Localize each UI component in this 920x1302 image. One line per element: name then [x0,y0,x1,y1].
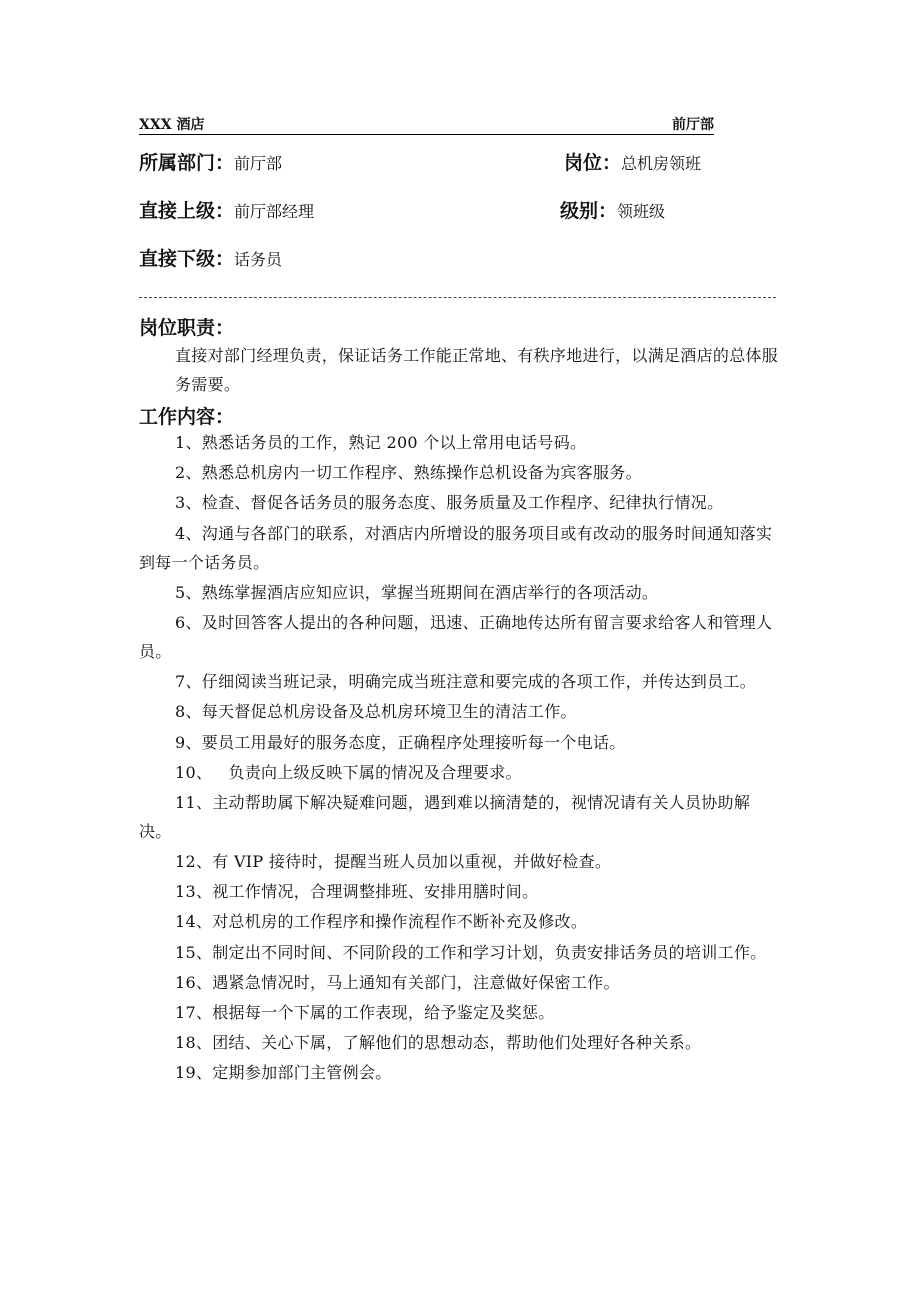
superior-value: 前厅部经理 [234,202,315,221]
responsibility-heading: 岗位职责： [139,317,235,339]
hotel-name: XXX 酒店 [139,117,205,133]
list-item: 6、及时回答客人提出的各种问题，迅速、正确地传达所有留言要求给客人和管理人员。 [139,612,773,661]
work-heading: 工作内容： [139,406,235,428]
list-item: 8、每天督促总机房设备及总机房环境卫生的清洁工作。 [175,702,577,722]
meta-row-department [139,148,779,176]
list-item: 17、根据每一个下属的工作表现，给予鉴定及奖惩。 [175,1003,555,1022]
meta-row-subordinate [139,244,779,272]
position-label: 岗位： [564,152,622,174]
level-value: 领班级 [617,202,666,221]
department-value: 前厅部 [234,154,283,173]
document-header [139,114,714,135]
department-label: 所属部门： [139,152,235,174]
list-item: 18、团结、关心下属，了解他们的思想动态，帮助他们处理好各种关系。 [175,1033,702,1053]
superior-label: 直接上级： [139,200,235,222]
list-item: 3、检查、督促各话务员的服务态度、服务质量及工作程序、纪律执行情况。 [175,493,724,513]
subordinate-label: 直接下级： [139,248,235,270]
position-value: 总机房领班 [621,154,702,173]
level-label: 级别： [560,200,618,222]
list-item: 11、主动帮助属下解决疑难问题，遇到难以摘清楚的，视情况请有关人员协助解决。 [139,792,751,841]
dashed-divider [139,297,776,299]
list-item: 9、要员工用最好的服务态度，正确程序处理接听每一个电话。 [175,732,626,752]
list-item: 13、视工作情况，合理调整排班、安排用膳时间。 [175,882,539,902]
meta-row-superior [139,196,779,224]
list-item: 12、有 VIP 接待时，提醒当班人员加以重视，并做好检查。 [175,852,612,872]
header-department: 前厅部 [672,117,714,133]
responsibility-paragraph: 直接对部门经理负责，保证话务工作能正常地、有秩序地进行，以满足酒店的总体服务需要。 [175,346,779,394]
list-item: 19、定期参加部门主管例会。 [175,1063,392,1083]
list-item: 7、仔细阅读当班记录，明确完成当班注意和要完成的各项工作，并传达到员工。 [175,672,756,692]
list-item: 2、熟悉总机房内一切工作程序、熟练操作总机设备为宾客服务。 [175,463,642,483]
list-item: 4、沟通与各部门的联系，对酒店内所增设的服务项目或有改动的服务时间通知落实到每一个话务员。 [139,523,773,572]
list-item: 16、遇紧急情况时，马上通知有关部门，注意做好保密工作。 [175,972,620,992]
list-item: 10、 负责向上级反映下属的情况及合理要求。 [175,762,522,782]
subordinate-value: 话务员 [234,250,283,269]
responsibility-text [139,341,780,399]
list-item: 15、制定出不同时间、不同阶段的工作和学习计划，负责安排话务员的培训工作。 [175,942,767,962]
list-item: 14、对总机房的工作程序和操作流程作不断补充及修改。 [175,912,588,932]
list-item: 1、熟悉话务员的工作，熟记 200 个以上常用电话号码。 [175,433,587,452]
work-items-list [139,428,780,1089]
list-item: 5、熟练掌握酒店应知应识，掌握当班期间在酒店举行的各项活动。 [175,582,659,602]
